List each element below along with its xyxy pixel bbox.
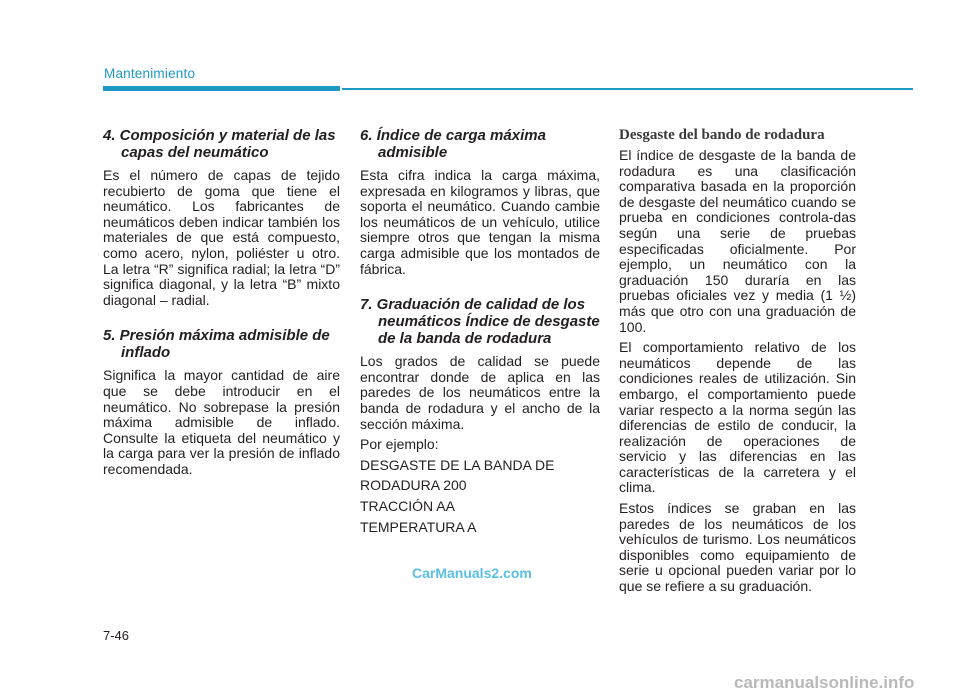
example-line: RODADURA 200 xyxy=(360,477,467,494)
tread-wear-paragraph-2: El comportamiento relativo de los neumáticos depende de las condiciones reales de utilización. Sin embargo, el comportamiento puede variar respecto a la norma según las diferencias de estilo de conducir, la realización de operaciones de servicio y las diferencias en las características de la carretera y el clima. xyxy=(619,339,856,496)
watermark-corner: carmanualsonline.info xyxy=(734,673,915,692)
section-6-title: 6. Índice de carga máxima admisible xyxy=(360,127,546,161)
header-rule-thick xyxy=(103,86,340,91)
example-intro: Por ejemplo: xyxy=(360,436,439,453)
section-5-body: Significa la mayor cantidad de aire que se debe introducir en el neumático. No sobrepase la presión máxima admisible de inflado. Consulte la etiqueta del neumático y la carga para ver la presión de inflado recomendada. xyxy=(103,367,340,477)
header-rule-thin xyxy=(342,88,913,90)
page-number: 7-46 xyxy=(103,628,130,643)
tread-wear-paragraph-1: El índice de desgaste de la banda de rodadura es una clasificación comparativa basada en la proporción de desgaste del neumático cuando se prueba en condiciones controla-das según una serie de pruebas especificadas oficialmente. Por ejemplo, un neumático con la graduación 150 duraría en las pruebas oficiales vez y media (1 ½) más que otro con una graduación de 100. xyxy=(619,147,856,335)
section-4-body: Es el número de capas de tejido recubierto de goma que tiene el neumático. Los fabricantes de neumáticos deben indicar también los materiales de que está compuesto, como acero, nylon, poliéster u otro. La letra “R” significa radial; la letra “D” significa diagonal, y la letra “B” mixto diagonal – radial. xyxy=(103,167,340,308)
watermark-link[interactable]: CarManuals2.com xyxy=(412,565,532,581)
section-4-title: 4. Composición y material de las capas del neumático xyxy=(103,127,336,161)
section-6-body: Esta cifra indica la carga máxima, expresada en kilogramos y libras, que soporta el neumático. Cuando cambie los neumáticos de un vehículo, utilice siempre otros que tengan la misma carga admisible que los montados de fábrica. xyxy=(360,167,600,277)
section-7-title: 7. Graduación de calidad de los neumáticos Índice de desgaste de la banda de rodadura xyxy=(360,296,600,348)
example-line: TEMPERATURA A xyxy=(360,518,477,535)
tread-wear-paragraph-3: Estos índices se graban en las paredes de los neumáticos de los vehículos de turismo. Los neumáticos disponibles como equipamiento de serie u opcional pueden variar por lo que se refiere a su graduación. xyxy=(619,500,856,595)
column-middle xyxy=(360,127,600,540)
example-line: DESGASTE DE LA BANDA DE xyxy=(360,456,555,473)
section-header: Mantenimiento xyxy=(104,66,196,81)
example-line: TRACCIÓN AA xyxy=(360,497,455,514)
column-right xyxy=(619,127,856,600)
section-5-title: 5. Presión máxima admisible de inflado xyxy=(103,327,330,362)
column-left xyxy=(103,127,340,483)
tread-wear-title: Desgaste del bando de rodadura xyxy=(619,127,825,143)
section-7-body: Los grados de calidad se puede encontrar donde de aplica en las paredes de los neumáticos entre la banda de rodadura y el ancho de la sección máxima. xyxy=(360,353,600,432)
